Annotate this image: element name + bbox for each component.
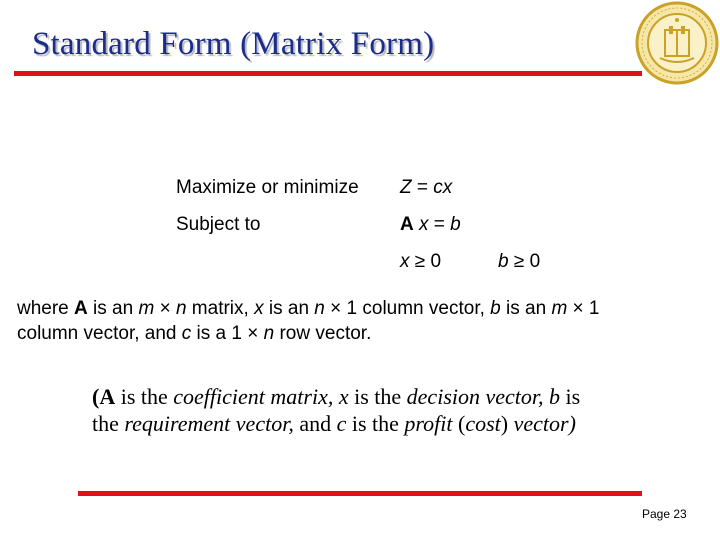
constraint-equation: A x = b [400,214,461,235]
constraint-label: Subject to [176,214,261,235]
slide-title: Standard Form (Matrix Form) [32,26,435,62]
university-seal [634,0,720,86]
title-underline [14,71,642,76]
nonneg-x: x ≥ 0 [400,251,442,272]
where-line-1: where A is an m × n matrix, x is an n × 1 column vector, b is an m × 1 [17,298,600,319]
note-line-2: the requirement vector, and c is the profit (cost) vector) [92,411,576,436]
where-line-2: column vector, and c is a 1 × n row vector. [17,323,372,344]
note-line-1: (A is the coefficient matrix, x is the decision vector, b is [92,384,581,409]
footer-rule [78,491,642,496]
nonneg-b: b ≥ 0 [498,251,541,272]
objective-label: Maximize or minimize [176,177,359,198]
page-number: Page 23 [642,507,687,521]
objective-equation: Z = cx [400,177,453,198]
